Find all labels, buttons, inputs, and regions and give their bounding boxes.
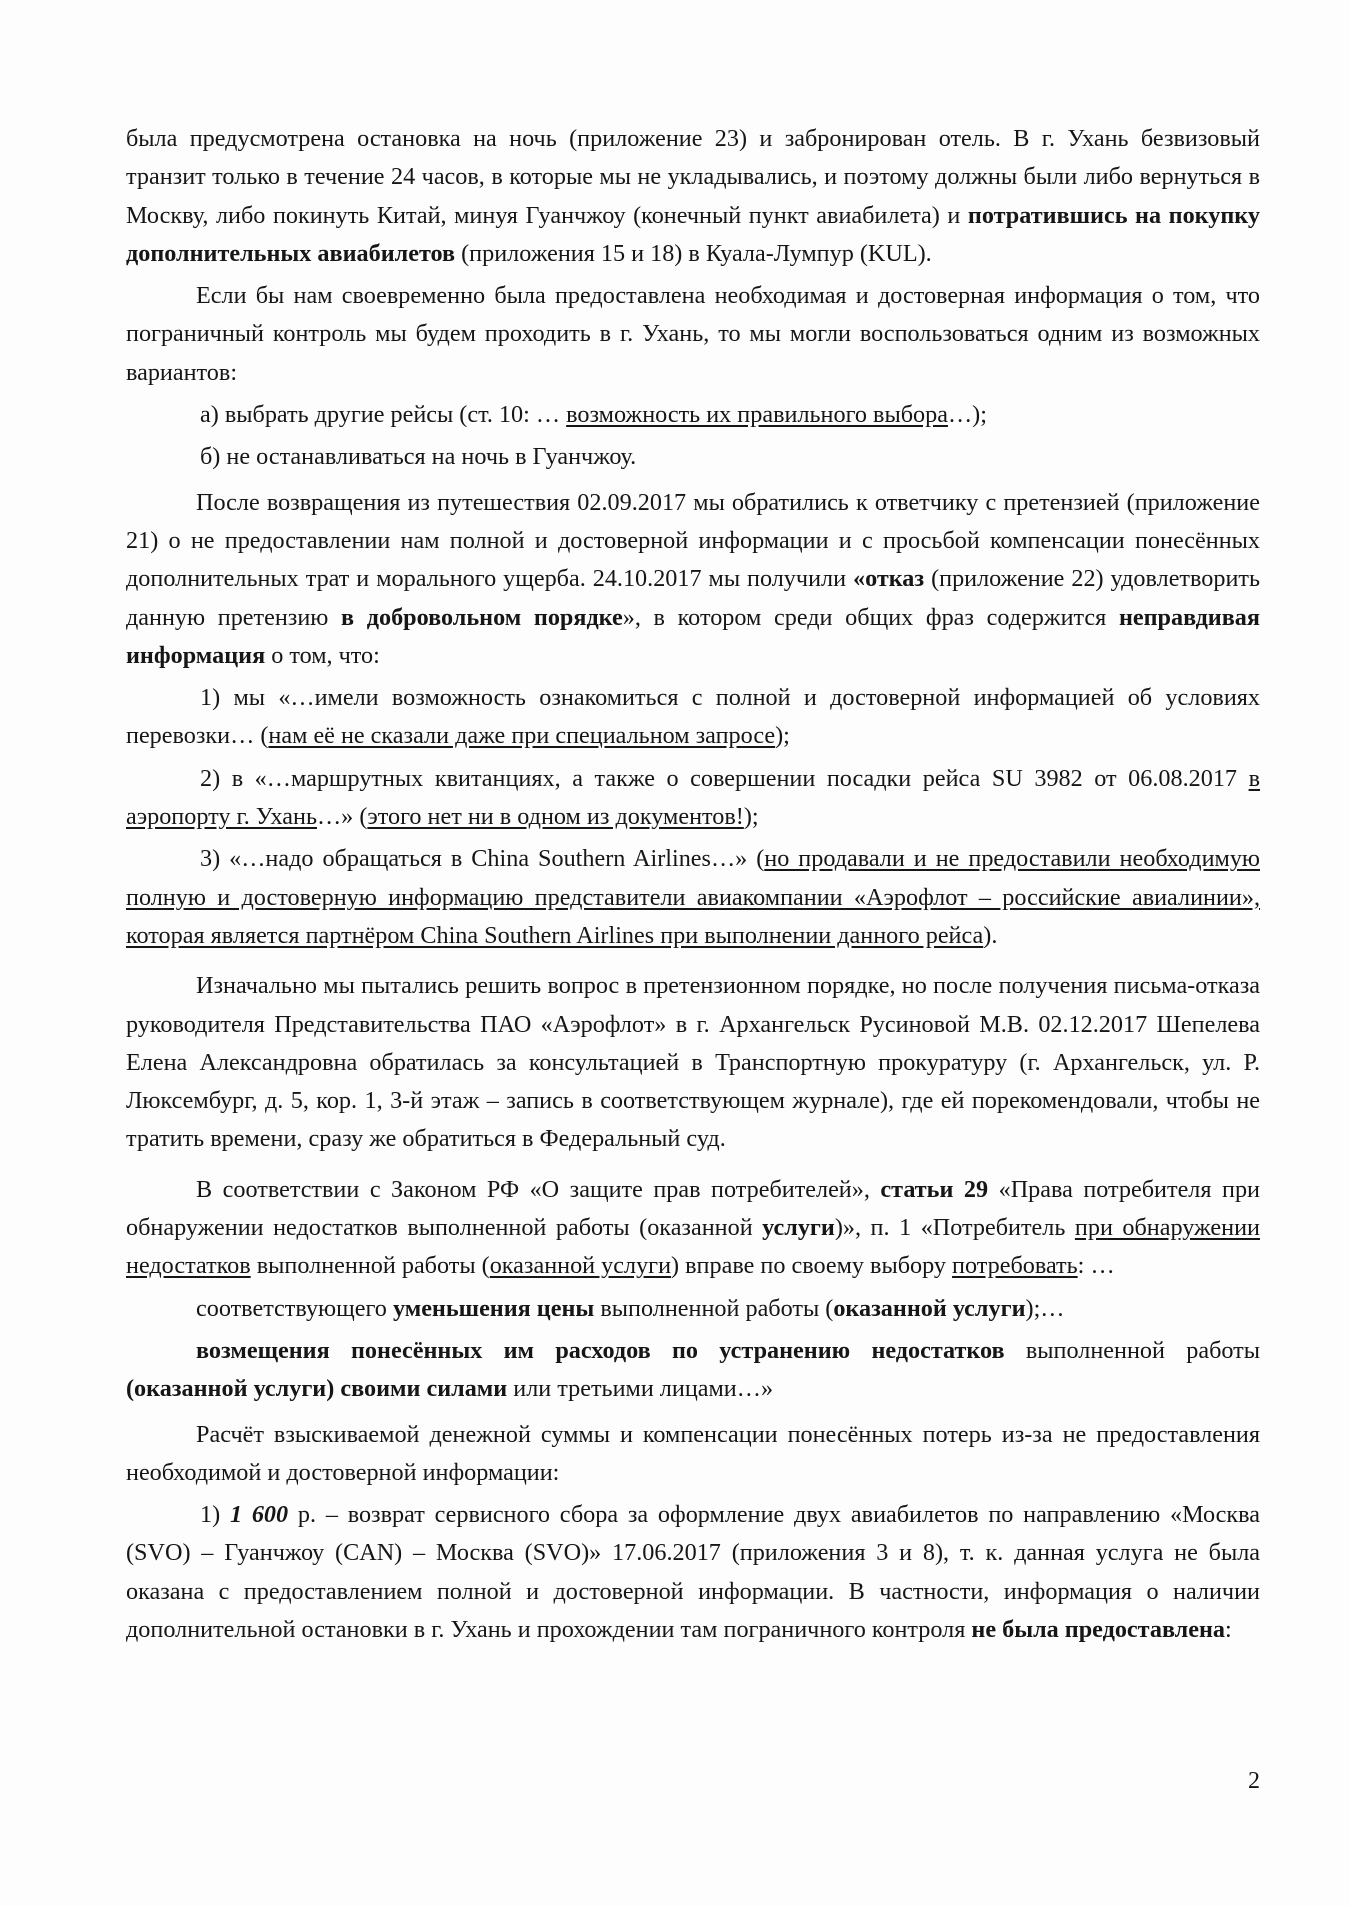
text: …); [947, 401, 987, 429]
underlined-text: оказанной услуги [489, 1252, 672, 1280]
list-item-calc-1 [126, 1496, 1260, 1649]
text: соответствующего [196, 1294, 393, 1322]
text: 1) мы «…имели возможность ознакомиться с полной и достоверной информацией об условиях перевозки… ( [126, 684, 1260, 750]
text: В соответствии с Законом РФ «О защите прав потребителей», [196, 1175, 881, 1203]
text: или третьими лицами…» [507, 1375, 774, 1403]
bold-text: (оказанной услуги) своими силами [126, 1375, 508, 1403]
paragraph-claim [126, 484, 1260, 675]
text: ) вправе по своему выбору [671, 1252, 953, 1280]
list-item-3 [126, 840, 1260, 955]
underlined-text: при обнаружении недостатков [126, 1214, 1260, 1280]
underlined-text: нам её не сказали даже при специальном запросе [268, 722, 776, 750]
text: (приложение 22) удовлетворить данную претензию [126, 565, 1260, 631]
list-item-option-a [126, 396, 1260, 434]
page-number: 2 [1248, 1768, 1260, 1794]
list-item-1 [126, 679, 1260, 756]
text: 3) «…надо обращаться в China Southern Airlines…» ( [200, 845, 765, 873]
underlined-text: этого нет ни в одном из документов! [367, 803, 744, 831]
paragraph-calculation-intro: Расчёт взыскиваемой денежной суммы и компенсации понесённых потерь из-за не предоставления необходимой и достоверной информации: [126, 1420, 1260, 1486]
underlined-text: в аэропорту г. Ухань [126, 764, 1260, 831]
text: 2) в «…маршрутных квитанциях, а также о совершении посадки рейса SU 3982 от 06.08.2017 [200, 764, 1249, 792]
text: выполненной работы ( [594, 1294, 834, 1322]
text: 1) [200, 1501, 230, 1529]
text: р. – возврат сервисного сбора за оформление двух авиабилетов по направлению «Москва (SVO) – Гуанчжоу (CAN) – Москва (SVO)» 17.06.2017 (приложения 3 и 8), т. к. данная услуга не была оказана с предоставлением полной и достоверной информации. В частности, информация о наличии дополнительной остановки в г. Ухань и прохождении там пограничного контроля [126, 1501, 1260, 1643]
paragraph-options-intro: Если бы нам своевременно была предоставлена необходимая и достоверная информация о том, что пограничный контроль мы будем проходить в г. Ухань, то мы могли воспользоваться одним из возможных вариантов: [126, 282, 1260, 386]
text: а) выбрать другие рейсы (ст. 10: … [200, 401, 567, 429]
underlined-text: потребовать [952, 1252, 1078, 1280]
text: выполненной работы [1004, 1336, 1260, 1364]
text: После возвращения из путешествия 02.09.2017 мы обратились к ответчику с претензией (приложение 21) о не предоставлении нам полной и достоверной информации и с просьбой компенсации понесённых дополнительных трат и морального ущерба. 24.10.2017 мы получили [126, 488, 1260, 593]
paragraph-law [126, 1171, 1260, 1286]
bold-text: потратившись на покупку дополнительных авиабилетов [126, 201, 1260, 267]
paragraph-reimbursement [126, 1332, 1260, 1409]
text: ); [775, 722, 790, 750]
text: (приложения 15 и 18) в Куала-Лумпур (KUL). [455, 239, 932, 267]
bold-text: услуги [762, 1214, 835, 1242]
underlined-text: возможность их правильного выбора [566, 401, 948, 429]
text: о том, что: [265, 641, 380, 669]
text: ); [743, 803, 759, 831]
amount: 1 600 [229, 1501, 289, 1529]
bold-text: «отказ [852, 565, 925, 593]
text: : [1225, 1615, 1232, 1643]
paragraph-prosecutor: Изначально мы пытались решить вопрос в претензионном порядке, но после получения письма-отказа руководителя Представительства ПАО «Аэрофлот» в г. Архангельск Русиновой М.В. 02.12.2017 Шепелева Елена Александровна обратилась за консультацией в Транспортную прокуратуру (г. Архангельск, ул. Р. Люксембург, д. 5, кор. 1, 3-й этаж – запись в соответствующем журнале), где ей порекомендовали, чтобы не тратить времени, сразу же обратиться в Федеральный суд. [126, 972, 1260, 1153]
bold-text: неправдивая информация [126, 603, 1260, 669]
text: )», п. 1 «Потребитель [834, 1214, 1075, 1242]
bold-text: уменьшения цены [392, 1294, 595, 1322]
text: ). [983, 921, 998, 949]
text: », в котором среди общих фраз содержится [622, 603, 1119, 631]
bold-text: в добровольном порядке [341, 603, 623, 631]
paragraph-transit [126, 120, 1260, 273]
text: была предусмотрена остановка на ночь (приложение 23) и забронирован отель. В г. Ухань безвизовый транзит только в течение 24 часов, в которые мы не укладывались, и поэтому должны были либо вернуться в Москву, либо покинуть Китай, минуя Гуанчжоу (конечный пункт авиабилета) и [126, 125, 1260, 229]
paragraph-price-reduction [126, 1290, 1260, 1328]
text: выполненной работы ( [250, 1252, 490, 1280]
bold-text: не была предоставлена [971, 1615, 1226, 1643]
underlined-text: но продавали и не предоставили необходимую полную и достоверную информацию представители авиакомпании «Аэрофлот – российские авиалинии», которая является партнёром China Southern Airlines при выполнении данного рейса [126, 845, 1260, 949]
list-item-option-b: б) не останавливаться на ночь в Гуанчжоу. [200, 443, 637, 471]
bold-text: статьи 29 [880, 1175, 989, 1203]
list-item-2 [126, 760, 1260, 837]
bold-text: оказанной услуги [833, 1294, 1026, 1322]
text: …» ( [316, 803, 368, 831]
text: : … [1077, 1252, 1115, 1280]
text: «Права потребителя при обнаружении недостатков выполненной работы (оказанной [126, 1175, 1260, 1242]
bold-text: возмещения понесённых им расходов по устранению недостатков [196, 1336, 1005, 1364]
text: );… [1025, 1294, 1065, 1322]
